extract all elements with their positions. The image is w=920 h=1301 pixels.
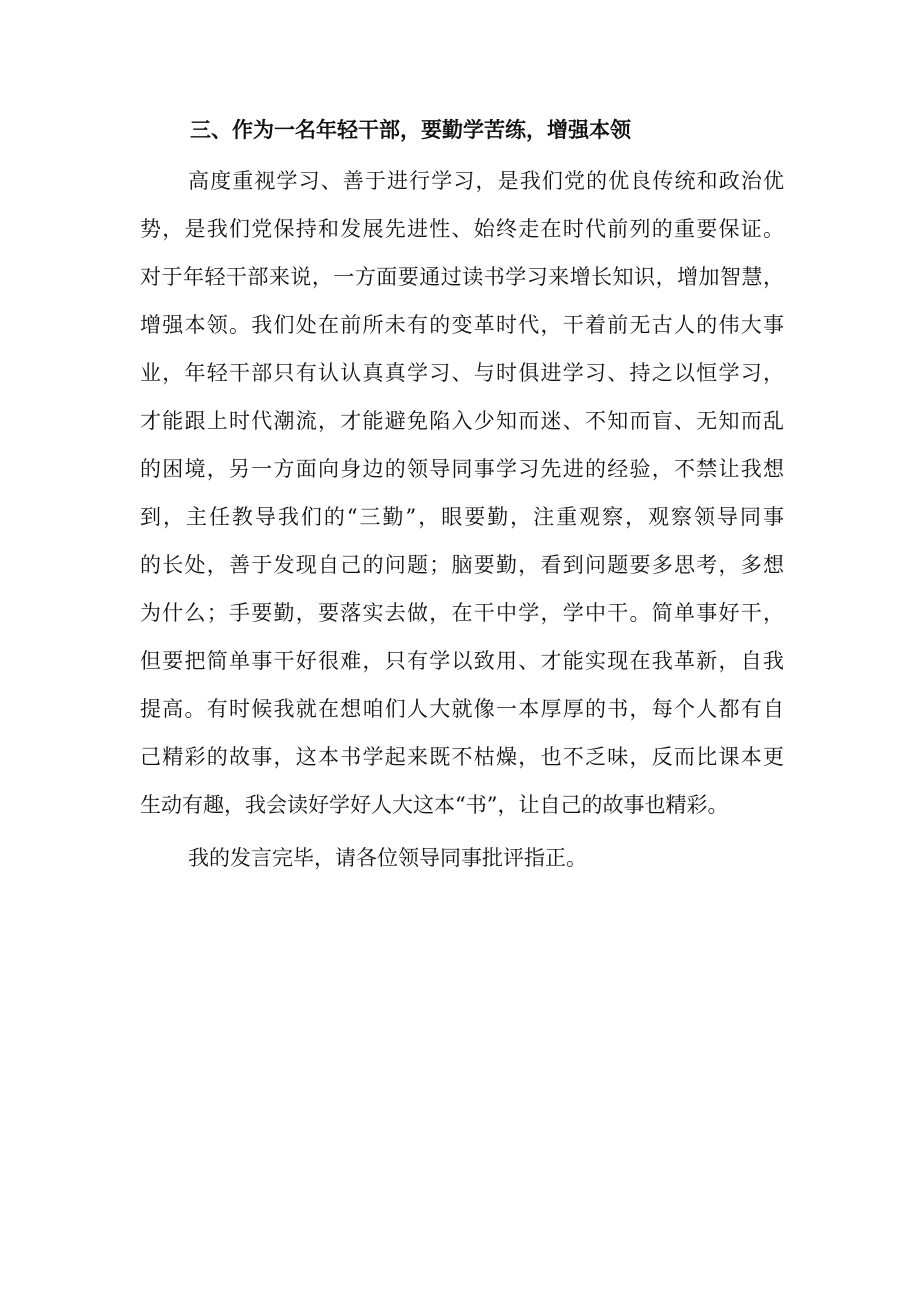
closing-paragraph: 我的发言完毕，请各位领导同事批评指正。 [188,846,587,870]
paragraph-line: 的困境，另一方面向身边的领导同事学习先进的经验，不禁让我想 [140,457,784,481]
paragraph-line: 为什么；手要勤，要落实去做，在干中学，学中干。简单事好干， [140,601,784,625]
paragraph-line: 增强本领。我们处在前所未有的变革时代，干着前无古人的伟大事 [140,313,784,337]
paragraph-line: 提高。有时候我就在想咱们人大就像一本厚厚的书，每个人都有自 [140,697,784,721]
paragraph-line: 对于年轻干部来说，一方面要通过读书学习来增长知识，增加智慧， [140,265,784,289]
paragraph-line: 势，是我们党保持和发展先进性、始终走在时代前列的重要保证。 [140,217,784,241]
paragraph-line: 业，年轻干部只有认认真真学习、与时俱进学习、持之以恒学习， [140,361,784,385]
paragraph-line: 的长处，善于发现自己的问题；脑要勤，看到问题要多思考，多想 [140,553,784,577]
paragraph-line: 才能跟上时代潮流，才能避免陷入少知而迷、不知而盲、无知而乱 [140,409,784,433]
paragraph-line: 到，主任教导我们的“三勤”，眼要勤，注重观察，观察领导同事 [140,505,784,529]
paragraph-line: 己精彩的故事，这本书学起来既不枯燥，也不乏味，反而比课本更 [140,745,784,769]
section-heading: 三、作为一名年轻干部，要勤学苦练，增强本领 [190,118,631,142]
paragraph-line: 但要把简单事干好很难，只有学以致用、才能实现在我革新，自我 [140,649,784,673]
paragraph-line: 高度重视学习、善于进行学习，是我们党的优良传统和政治优 [188,169,784,193]
paragraph-line: 生动有趣，我会读好学好人大这本“书”，让自己的故事也精彩。 [140,793,729,817]
